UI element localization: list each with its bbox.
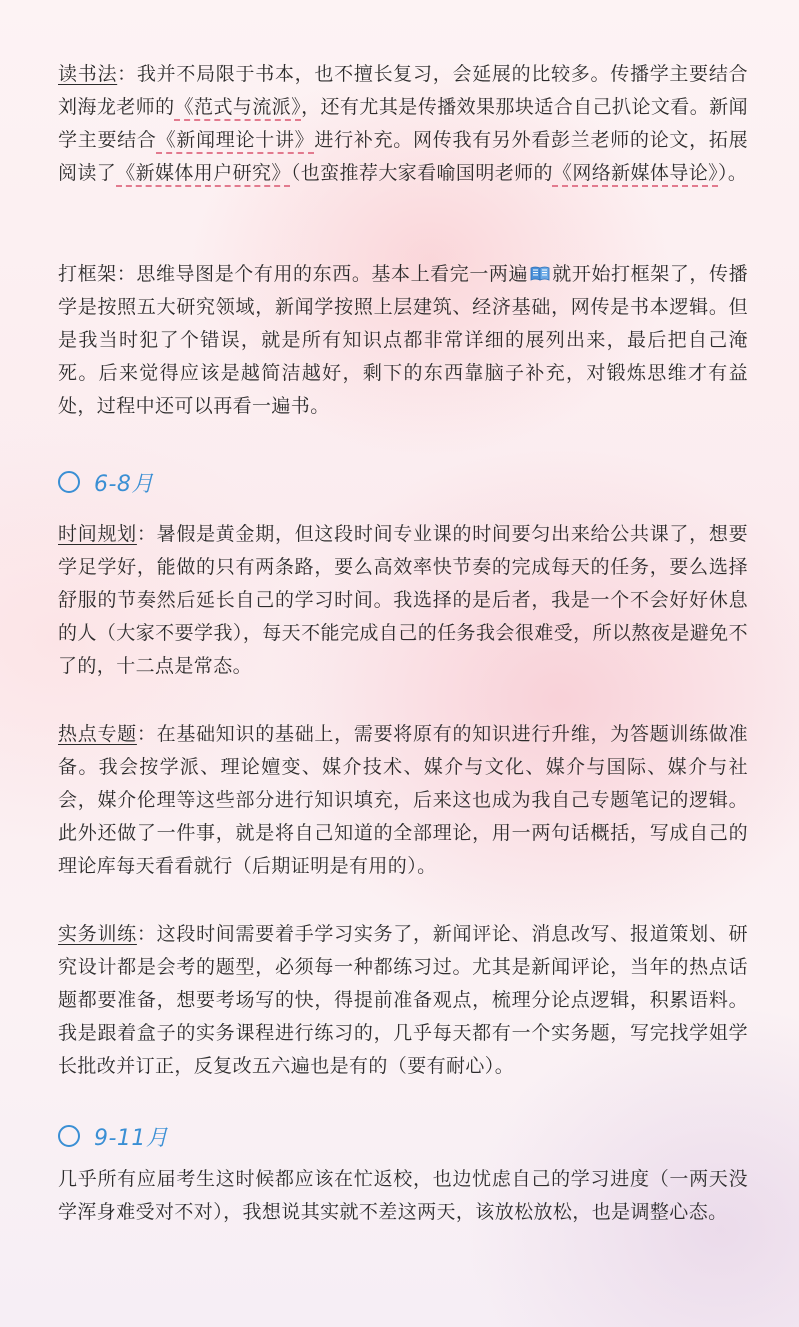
section-heading-jun-aug [58, 466, 154, 498]
paragraph-framework [58, 258, 748, 423]
text-span: 几乎所有应届考生这时候都应该在忙返校，也边忧虑自己的学习进度（一两天没学浑身难受对不对），我想说其实就不差这两天，该放松放松，也是调整心态。 [58, 1168, 748, 1223]
label-practice-training: 实务训练 [58, 923, 137, 945]
text-span: ）。 [718, 162, 748, 184]
label-framework: 打框架 [58, 263, 117, 285]
text-span: ：在基础知识的基础上，需要将原有的知识进行升维，为答题训练做准备。我会按学派、理论嬗变、媒介技术、媒介与文化、媒介与国际、媒介与社会，媒介伦理等这些部分进行知识填充，后来这也成为我自己专题笔记的逻辑。此外还做了一件事，就是将自己知道的全部理论，用一两句话概括，写成自己的理论库每天看看就行（后期证明是有用的）。 [58, 723, 749, 877]
circle-bullet-icon [58, 1125, 80, 1147]
text-span: ：我并不局限于书本，也不擅长复习，会延展的比较多。传播学主要结合刘海龙老师的 [58, 63, 748, 118]
paragraph-time-planning [58, 518, 748, 683]
text-span: 就开始打框架了，传播学是按照五大研究领域，新闻学按照上层建筑、经济基础，网传是书本逻辑。但是我当时犯了个错误，就是所有知识点都非常详细的展列出来，最后把自己淹死。后来觉得应该是越简洁越好，剩下的东西靠脑子补充，对锻炼思维才有益处，过程中还可以再看一遍书。 [58, 263, 748, 417]
paragraph-practice-training [58, 918, 748, 1083]
paragraph-reading-method [58, 58, 748, 190]
book-title-network-media-intro: 《网络新媒体导论》 [552, 162, 719, 184]
section-heading-sep-nov [58, 1120, 168, 1152]
paragraph-hot-topics [58, 718, 748, 883]
label-reading-method: 读书法 [58, 63, 118, 85]
text-span: ：思维导图是个有用的东西。基本上看完一两遍 [116, 263, 529, 285]
section-title: 9-11月 [94, 1125, 169, 1151]
open-book-icon [530, 266, 550, 281]
text-span: ：暑假是黄金期，但这段时间专业课的时间要匀出来给公共课了，想要学足学好，能做的只有两条路，要么高效率快节奏的完成每天的任务，要么选择舒服的节奏然后延长自己的学习时间。我选择的是后者，我是一个不会好好休息的人（大家不要学我），每天不能完成自己的任务我会很难受，所以熬夜是避免不了的，十二点是常态。 [58, 523, 749, 677]
book-title-paradigms: 《范式与流派》 [174, 96, 302, 118]
section-title: 6-8月 [94, 471, 154, 497]
paragraph-return-to-school [58, 1163, 748, 1229]
text-span: 进行补充。网传我有另外看彭兰老师的论文，拓展阅读了 [58, 129, 748, 184]
text-span: （也蛮推荐大家看喻国明老师的 [290, 162, 553, 184]
book-title-news-theory: 《新闻理论十讲》 [156, 129, 315, 151]
book-title-new-media-users: 《新媒体用户研究》 [116, 162, 291, 184]
text-span: ，还有尤其是传播效果那块适合自己扒论文看。新闻学主要结合 [58, 96, 749, 151]
label-hot-topics: 热点专题 [58, 723, 137, 745]
label-time-planning: 时间规划 [58, 523, 137, 545]
text-span: ：这段时间需要着手学习实务了，新闻评论、消息改写、报道策划、研究设计都是会考的题型，必须每一种都练习过。尤其是新闻评论，当年的热点话题都要准备，想要考场写的快，得提前准备观点，梳理分论点逻辑，积累语料。我是跟着盒子的实务课程进行练习的，几乎每天都有一个实务题，写完找学姐学长批改并订正，反复改五六遍也是有的（要有耐心）。 [58, 923, 749, 1077]
circle-bullet-icon [58, 471, 80, 493]
